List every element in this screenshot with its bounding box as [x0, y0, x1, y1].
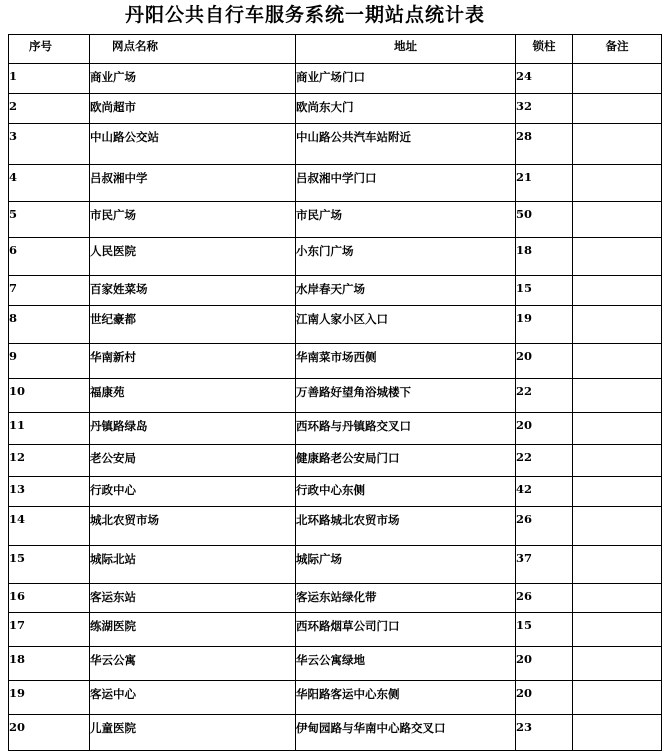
table-row: [9, 613, 662, 647]
table-row: [9, 344, 662, 379]
station-number: 4: [9, 165, 90, 202]
station-number: 12: [9, 445, 90, 477]
station-number: 5: [9, 202, 90, 238]
table-row: [9, 445, 662, 477]
station-address: 西环路烟草公司门口: [296, 613, 516, 647]
station-name: 人民医院: [90, 238, 296, 276]
header-address: 地址: [296, 35, 516, 64]
station-name: 华云公寓: [90, 647, 296, 681]
station-number: 13: [9, 477, 90, 507]
station-name: 福康苑: [90, 379, 296, 413]
station-name: 市民广场: [90, 202, 296, 238]
station-pile-count: 18: [516, 238, 573, 276]
station-number: 15: [9, 546, 90, 584]
station-note: [573, 276, 662, 306]
station-number: 8: [9, 306, 90, 344]
station-name: 华南新村: [90, 344, 296, 379]
station-pile-count: 20: [516, 647, 573, 681]
station-address: 欧尚东大门: [296, 94, 516, 124]
station-address: 江南人家小区入口: [296, 306, 516, 344]
station-note: [573, 507, 662, 546]
station-address: 健康路老公安局门口: [296, 445, 516, 477]
station-name: 城际北站: [90, 546, 296, 584]
station-pile-count: 26: [516, 584, 573, 613]
station-name: 世纪豪都: [90, 306, 296, 344]
station-note: [573, 477, 662, 507]
station-name: 商业广场: [90, 64, 296, 94]
station-name: 城北农贸市场: [90, 507, 296, 546]
header-note: 备注: [573, 35, 662, 64]
table-row: [9, 379, 662, 413]
station-note: [573, 546, 662, 584]
station-pile-count: 20: [516, 413, 573, 445]
table-row: [9, 507, 662, 546]
station-name: 客运中心: [90, 681, 296, 715]
table-row: [9, 681, 662, 715]
table-header-row: [9, 35, 662, 64]
station-note: [573, 94, 662, 124]
header-piles: 锁柱: [516, 35, 573, 64]
station-note: [573, 124, 662, 165]
station-number: 11: [9, 413, 90, 445]
table-row: [9, 584, 662, 613]
station-number: 20: [9, 715, 90, 751]
station-pile-count: 37: [516, 546, 573, 584]
station-address: 水岸春天广场: [296, 276, 516, 306]
station-number: 6: [9, 238, 90, 276]
station-pile-count: 21: [516, 165, 573, 202]
table-row: [9, 276, 662, 306]
station-name: 百家姓菜场: [90, 276, 296, 306]
station-address: 小东门广场: [296, 238, 516, 276]
station-pile-count: 20: [516, 681, 573, 715]
station-name: 练湖医院: [90, 613, 296, 647]
station-pile-count: 22: [516, 379, 573, 413]
station-note: [573, 584, 662, 613]
station-note: [573, 445, 662, 477]
header-name: 网点名称: [90, 35, 296, 64]
station-name: 欧尚超市: [90, 94, 296, 124]
station-pile-count: 32: [516, 94, 573, 124]
station-address: 伊甸园路与华南中心路交叉口: [296, 715, 516, 751]
station-note: [573, 613, 662, 647]
station-number: 9: [9, 344, 90, 379]
table-body: [9, 64, 662, 751]
station-name: 吕叔湘中学: [90, 165, 296, 202]
station-address: 行政中心东侧: [296, 477, 516, 507]
station-number: 19: [9, 681, 90, 715]
station-number: 3: [9, 124, 90, 165]
table-row: [9, 165, 662, 202]
table-row: [9, 647, 662, 681]
station-address: 城际广场: [296, 546, 516, 584]
station-name: 中山路公交站: [90, 124, 296, 165]
station-pile-count: 26: [516, 507, 573, 546]
station-address: 北环路城北农贸市场: [296, 507, 516, 546]
station-note: [573, 413, 662, 445]
station-note: [573, 647, 662, 681]
station-name: 客运东站: [90, 584, 296, 613]
station-pile-count: 42: [516, 477, 573, 507]
station-note: [573, 202, 662, 238]
station-number: 14: [9, 507, 90, 546]
station-number: 10: [9, 379, 90, 413]
station-pile-count: 28: [516, 124, 573, 165]
page-title: 丹阳公共自行车服务系统一期站点统计表: [124, 4, 485, 26]
station-note: [573, 64, 662, 94]
station-number: 17: [9, 613, 90, 647]
station-pile-count: 50: [516, 202, 573, 238]
station-number: 7: [9, 276, 90, 306]
table-row: [9, 238, 662, 276]
station-name: 儿童医院: [90, 715, 296, 751]
station-number: 18: [9, 647, 90, 681]
table-row: [9, 64, 662, 94]
station-pile-count: 19: [516, 306, 573, 344]
station-name: 老公安局: [90, 445, 296, 477]
station-address: 客运东站绿化带: [296, 584, 516, 613]
station-pile-count: 24: [516, 64, 573, 94]
station-name: 丹镇路绿岛: [90, 413, 296, 445]
station-note: [573, 379, 662, 413]
station-address: 市民广场: [296, 202, 516, 238]
table-row: [9, 546, 662, 584]
station-pile-count: 20: [516, 344, 573, 379]
table-row: [9, 94, 662, 124]
station-address: 华阳路客运中心东侧: [296, 681, 516, 715]
station-pile-count: 23: [516, 715, 573, 751]
station-address: 华南菜市场西侧: [296, 344, 516, 379]
station-name: 行政中心: [90, 477, 296, 507]
station-address: 吕叔湘中学门口: [296, 165, 516, 202]
table-row: [9, 715, 662, 751]
station-note: [573, 344, 662, 379]
station-table: [8, 34, 662, 751]
station-pile-count: 15: [516, 613, 573, 647]
station-number: 2: [9, 94, 90, 124]
header-no: 序号: [9, 35, 90, 64]
station-note: [573, 681, 662, 715]
station-address: 万善路好望角浴城楼下: [296, 379, 516, 413]
table-row: [9, 306, 662, 344]
station-note: [573, 715, 662, 751]
station-number: 16: [9, 584, 90, 613]
table-row: [9, 202, 662, 238]
table-row: [9, 413, 662, 445]
station-note: [573, 165, 662, 202]
table-row: [9, 477, 662, 507]
station-number: 1: [9, 64, 90, 94]
station-pile-count: 22: [516, 445, 573, 477]
station-note: [573, 306, 662, 344]
station-note: [573, 238, 662, 276]
station-address: 中山路公共汽车站附近: [296, 124, 516, 165]
station-pile-count: 15: [516, 276, 573, 306]
station-address: 西环路与丹镇路交叉口: [296, 413, 516, 445]
table-row: [9, 124, 662, 165]
station-address: 华云公寓绿地: [296, 647, 516, 681]
station-address: 商业广场门口: [296, 64, 516, 94]
